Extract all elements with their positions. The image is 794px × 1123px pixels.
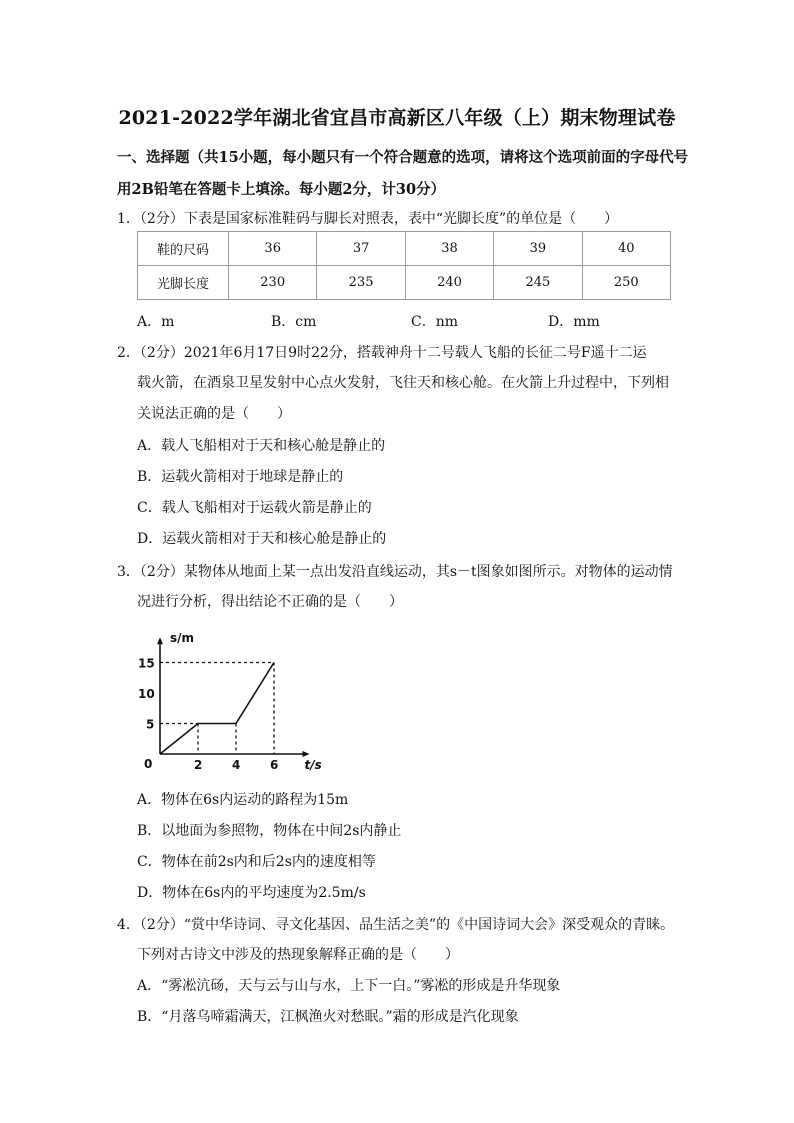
q1-option-b: B．cm [271,314,317,330]
q2-option-a: A．载人飞船相对于天和核心舱是静止的 [137,438,386,454]
q2-option-c: C．载人飞船相对于运载火箭是静止的 [137,500,372,516]
section-heading-line1: 一、选择题（共15小题，每小题只有一个符合题意的选项，请将这个选项前面的字母代号 [117,149,689,166]
s-t-graph [140,620,320,770]
x-tick-label: 4 [232,758,241,772]
q3-option-a: A．物体在6s内运动的路程为15m [137,792,349,808]
question-3-line1: 3．（2分）某物体从地面上某一点出发沿直线运动，其s－t图象如图所示。对物体的运动情 [117,564,673,580]
x-tick-label: 2 [194,758,203,772]
question-2-line2: 载火箭，在酒泉卫星发射中心点火发射，飞往天和核心舱。在火箭上升过程中，下列相 [137,375,669,391]
q1-option-a: A．m [137,314,175,330]
y-tick-label: 10 [138,687,155,701]
table-cell: 39 [494,232,582,266]
y-tick-label: 5 [146,717,155,732]
q4-option-b: B．“月落乌啼霜满天，江枫渔火对愁眠。”霜的形成是汽化现象 [137,1009,519,1025]
question-2-line1: 2．（2分）2021年6月17日9时22分，搭载神舟十二号载人飞船的长征二号F遥十二运 [117,345,647,361]
table-row [138,266,671,300]
q3-option-c: C．物体在前2s内和后2s内的速度相等 [137,854,376,870]
q2-option-b: B．运载火箭相对于地球是静止的 [137,469,344,485]
table-cell: 36 [229,232,317,266]
table-cell: 230 [229,266,317,300]
question-1-stem: 1．（2分）下表是国家标准鞋码与脚长对照表，表中“光脚长度”的单位是（ ） [117,211,619,227]
q4-option-a: A．“雾凇沆砀，天与云与山与水，上下一白。”雾凇的形成是升华现象 [137,978,561,994]
q1-option-d: D．mm [548,314,600,330]
q3-option-b: B．以地面为参照物，物体在中间2s内静止 [137,823,402,839]
question-2-line3: 关说法正确的是（ ） [137,406,291,422]
q2-option-d: D．运载火箭相对于天和核心舱是静止的 [137,531,387,547]
table-cell: 40 [582,232,670,266]
table-cell: 235 [317,266,405,300]
table-cell: 245 [494,266,582,300]
page-title: 2021-2022学年湖北省宜昌市高新区八年级（上）期末物理试卷 [118,107,676,129]
shoe-size-table [137,231,671,300]
question-4-line2: 下列对古诗文中涉及的热现象解释正确的是（ ） [137,947,459,963]
y-tick-label: 15 [138,656,155,671]
q3-option-d: D．物体在6s内的平均速度为2.5m/s [137,885,366,901]
section-heading-line2: 用2B铅笔在答题卡上填涂。每小题2分，计30分） [117,181,446,198]
table-cell: 250 [582,266,670,300]
table-cell: 光脚长度 [138,266,229,300]
x-axis-arrow [303,751,310,757]
series-line [160,663,274,755]
table-cell: 鞋的尺码 [138,232,229,266]
y-axis-arrow [157,637,163,644]
x-tick-label: 6 [270,758,279,772]
table-cell: 240 [405,266,493,300]
y-axis-label: s/m [170,631,195,646]
table-cell: 37 [317,232,405,266]
question-4-line1: 4．（2分）“赏中华诗词、寻文化基因、品生活之美”的《中国诗词大会》深受观众的青睐。 [117,917,675,933]
table-cell: 38 [405,232,493,266]
q1-option-c: C．nm [411,314,459,330]
table-row [138,232,671,266]
question-3-line2: 况进行分析，得出结论不正确的是（ ） [137,594,403,610]
x-axis-label: t/s [304,758,322,772]
origin-label: 0 [144,757,153,771]
